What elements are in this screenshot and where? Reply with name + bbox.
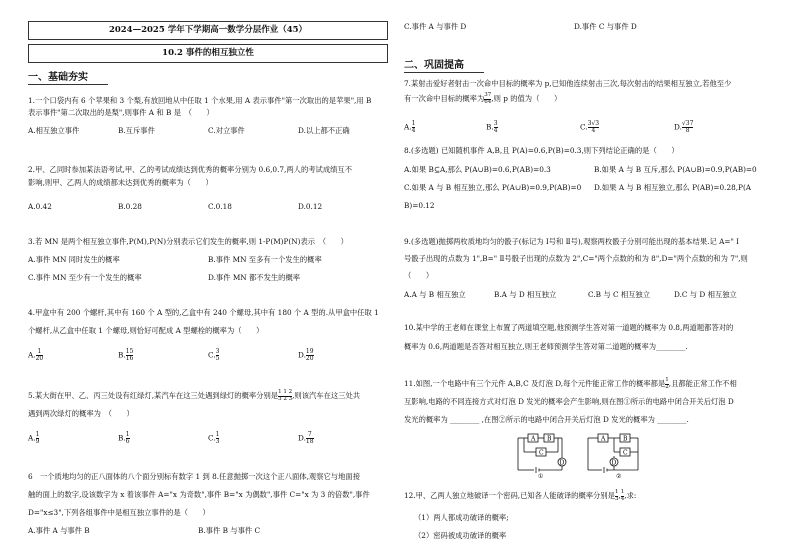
q1-option-c: C.对立事件	[208, 126, 245, 135]
section-heading-basics: 一、基础夯实	[28, 72, 88, 83]
q9-line3: （ ）	[404, 271, 434, 280]
label-d: D	[559, 459, 565, 467]
q7-option-d: D. $\frac{√37}{8}$	[674, 120, 694, 134]
q9-option-d: D.C 与 D 相互独立	[674, 290, 737, 299]
label-c: C	[623, 449, 628, 457]
q9-line2: 号骰子出现的点数为 1",B=" Ⅱ号骰子出现的点数为 2",C="两个点数的和为 8",D="两个点数的和为 7",则	[404, 254, 748, 263]
q9-option-b: B.A 与 D 相互独立	[494, 290, 557, 299]
q3-line1: 3.若 MN 是两个相互独立事件,P(M),P(N)分别表示它们发生的概率,则 1-P(M)P(N)表示 （ ）	[28, 237, 348, 246]
q2-option-a: A.0.42	[28, 202, 52, 211]
q8-option-d-cont: B)=0.12	[404, 201, 435, 210]
q7-line2: 有一次命中目标的概率为 $\frac{37}{64}$ ,则 p 的值为（ ）	[404, 92, 562, 105]
q3-option-c: C.事件 MN 至少有一个发生的概率	[28, 273, 142, 282]
q10-line1: 10.某中学的王老师在课堂上布置了两道填空题,他预测学生答对第一道题的概率为 0.8,两道题都答对的	[404, 323, 734, 332]
q8-option-d: D.如果 A 与 B 相互独立,那么 P(AB)=0.28,P(A	[594, 183, 752, 192]
q6-option-c: C.事件 A 与事件 D	[404, 22, 467, 31]
q1-option-b: B.互斥事件	[118, 126, 155, 135]
right-column	[404, 0, 782, 560]
label-b: B	[547, 435, 552, 443]
q4-option-b: B. $\frac{15}{16}$	[118, 348, 134, 362]
q2-line2: 影响,则甲、乙两人的成绩都未达到优秀的概率为（ ）	[28, 178, 213, 187]
section-underline	[404, 72, 484, 73]
q5-option-a: A. $\frac{1}{9}$	[28, 431, 40, 445]
q7-option-a: A. $\frac{1}{4}$	[404, 120, 416, 134]
label-a: A	[601, 435, 606, 443]
q7-option-c: C. $\frac{3√3}{4}$	[580, 120, 600, 134]
q8-line1: 8.(多选题) 已知随机事件 A,B,且 P(A)=0.6,P(B)=0.3,则下列结论正确的是（ ）	[404, 146, 679, 155]
q11-line3: 发光的概率为 ________ ,在图②所示的电路中闭合开关后灯泡 D 发光的概率为 ________.	[404, 415, 689, 424]
q6-line3: D="x≤3",下列各组事件中是相互独立事件的是（ ）	[28, 508, 210, 517]
q6-line1: 6 一个质地均匀的正八面体的八个面分别标有数字 1 到 8.任意抛掷一次这个正八面体,观察它与地面接	[28, 472, 360, 481]
q2-option-b: B.0.28	[118, 202, 142, 211]
q12-part2: （2）密码被成功破译的概率	[414, 531, 507, 540]
lesson-subtitle: 10.2 事件的相互独立性	[28, 44, 388, 63]
q1-option-a: A.相互独立事件	[28, 126, 80, 135]
q11-line1: 11.如图,一个电路中有三个元件 A,B,C 及灯泡 D,每个元件能正常工作的概率都是 $\frac{1}{2}$ ,且都能正常工作不相	[404, 377, 737, 390]
q3-option-b: B.事件 MN 至多有一个发生的概率	[208, 255, 322, 264]
section-heading-consolidation: 二、巩固提高	[404, 60, 464, 71]
q3-option-d: D.事件 MN 都不发生的概率	[208, 273, 301, 282]
q6-option-d: D.事件 C 与事件 D	[574, 22, 637, 31]
label-d: D	[611, 459, 617, 467]
circuit-figures	[514, 428, 664, 478]
q10-line2: 概率为 0.6,两道题是否答对相互独立,则王老师预测学生答对第二道题的概率为________.	[404, 342, 688, 351]
left-column	[10, 0, 388, 560]
figure-2-label: ②	[616, 473, 622, 478]
q1-line1: 1.一个口袋内有 6 个苹果和 3 个梨,有放回地从中任取 1 个水果,用 A 表示事件"第一次取出的是苹果",用 B	[28, 96, 372, 105]
label-a: A	[531, 435, 536, 443]
q9-line1: 9.(多选题)抛掷两枚质地均匀的骰子(标记为 Ⅰ号和 Ⅱ号),观察两枚骰子分别可能出现的基本结果.记 A=" Ⅰ	[404, 237, 740, 246]
q6-option-b: B.事件 B 与事件 C	[198, 526, 261, 535]
q2-option-d: D.0.12	[298, 202, 323, 211]
q5-line2: 遇到两次绿灯的概率为 （ ）	[28, 409, 134, 418]
q7-line1: 7.某射击爱好者射击一次命中目标的概率为 p,已知他连续射击三次,每次射击的结果相互独立,若他至少	[404, 79, 732, 88]
q8-option-a: A.如果 B⊆A,那么 P(A∪B)=0.6,P(AB)=0.3	[404, 165, 551, 174]
q2-option-c: C.0.18	[208, 202, 232, 211]
q9-option-c: C.B 与 C 相互独立	[588, 290, 651, 299]
q6-line2: 触的面上的数字,设该数字为 x 着该事件 A="x 为奇数",事件 B="x 为偶数",事件 C="x 为 3 的倍数",事件	[28, 490, 370, 499]
q4-line1: 4.甲盒中有 200 个螺杆,其中有 160 个 A 型的,乙盒中有 240 个螺母,其中有 180 个 A 型的.从甲盒中任取 1	[28, 308, 379, 317]
circuit-figure-2	[588, 434, 638, 473]
q5-option-c: C. $\frac{1}{3}$	[208, 431, 220, 445]
figure-1-label: ①	[538, 473, 544, 478]
section-underline	[28, 84, 108, 85]
q5-option-d: D. $\frac{7}{18}$	[298, 431, 314, 445]
q4-option-a: A. $\frac{1}{20}$	[28, 348, 44, 362]
q4-option-d: D. $\frac{19}{20}$	[298, 348, 314, 362]
worksheet-title: 2024—2025 学年下学期高一数学分层作业（45）	[28, 21, 388, 40]
q8-option-b: B.如果 A 与 B 互斥,那么 P(A∪B)=0.9,P(AB)=0	[594, 165, 757, 174]
q5-option-b: B. $\frac{1}{6}$	[118, 431, 130, 445]
q4-line2: 个螺杆,从乙盒中任取 1 个螺母,则恰好可配成 A 型螺栓的概率为（ ）	[28, 326, 264, 335]
q1-line2: 表示事件"第二次取出的是梨",则事件 A 和 B 是 （ ）	[28, 108, 214, 117]
label-c: C	[539, 449, 544, 457]
q4-option-c: C. $\frac{3}{5}$	[208, 348, 220, 362]
q12-part1: （1）两人都成功破译的概率;	[414, 513, 509, 522]
q11-line2: 互影响,电路的不同连接方式对灯泡 D 发光的概率会产生影响,则在图①所示的电路中闭合开关后灯泡 D	[404, 397, 734, 406]
q2-line1: 2.甲、乙同时参加某法语考试,甲、乙的考试成绩达到优秀的概率分别为 0.6,0.7,两人的考试成绩互不	[28, 165, 353, 174]
label-b: B	[623, 435, 628, 443]
q7-option-b: B. $\frac{3}{4}$	[486, 120, 498, 134]
q12-line1: 12.甲、乙两人独立地破译一个密码,已知各人能破译的概率分别是 $\frac{1}{3}$ , $\frac{1}{4}$ ,求:	[404, 489, 637, 502]
q9-option-a: A.A 与 B 相互独立	[404, 290, 466, 299]
q6-option-a: A.事件 A 与事件 B	[28, 526, 90, 535]
q3-option-a: A.事件 MN 同时发生的概率	[28, 255, 120, 264]
q1-option-d: D.以上都不正确	[298, 126, 350, 135]
q8-option-c: C.如果 A 与 B 相互独立,那么 P(A∪B)=0.9,P(AB)=0	[404, 183, 582, 192]
q5-line1: 5.某大街在甲、乙、丙三处设有红绿灯,某汽车在这三处遇到绿灯的概率分别是 $\frac{1 1 2}{3 2 3}$ ,则该汽车在这三处共	[28, 389, 361, 402]
